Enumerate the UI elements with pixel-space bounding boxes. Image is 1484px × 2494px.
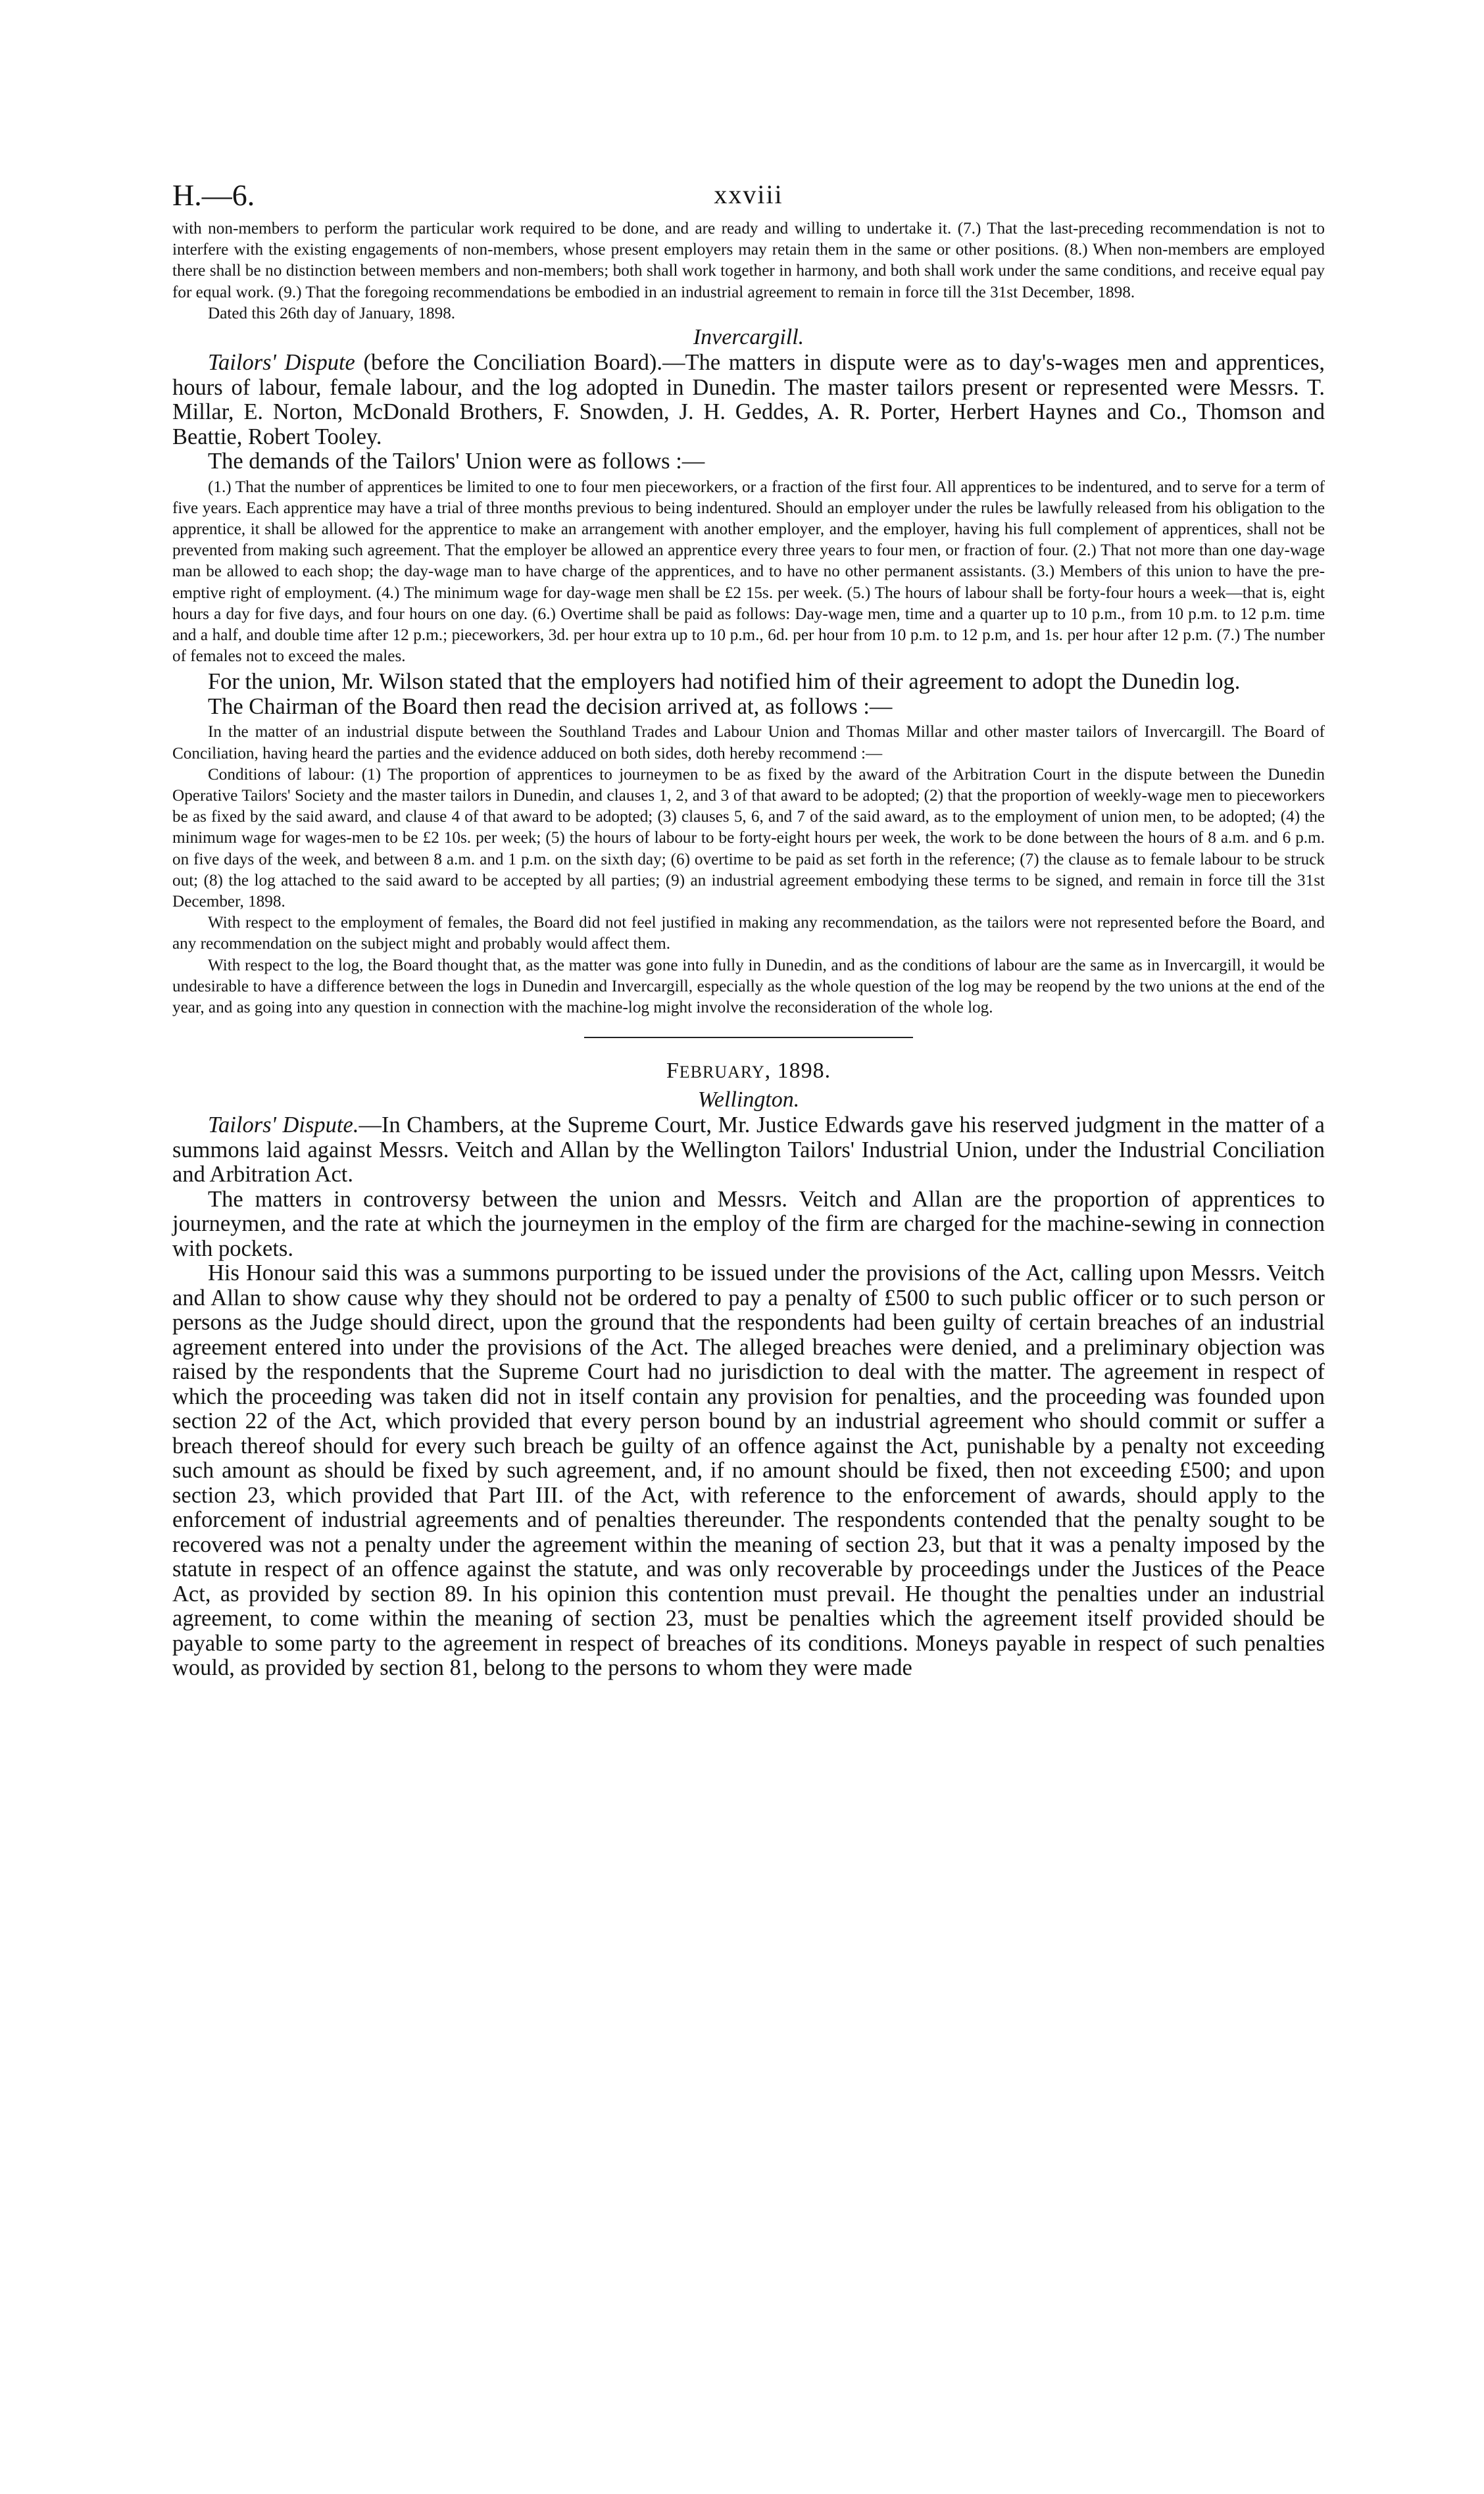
log-recommendation: With respect to the log, the Board thought that, as the matter was gone into fully in Dunedin, and as the conditions of labour are the same as in Invercargill, it would be undesirable to have a difference between the logs in Dunedin and Invercargill, especially as the whole question of the log may be reopend by the two unions at the end of the year, and as going into any question in connection with the machine-log might involve the reconsideration of the whole log. (172, 956, 1325, 1016)
demands-lead: The demands of the Tailors' Union were as follows :— (208, 449, 705, 474)
section-divider (584, 1037, 913, 1038)
wellington-intro (172, 1113, 1325, 1187)
invercargill-intro-text: (before the Conciliation Board).—The matters in dispute were as to day's-wages men and apprentices, hours of labour, female labour, and the log adopted in Dunedin. The master tailors present or represented were Messrs. T. Millar, E. Norton, McDonald Brothers, F. Snowden, J. H. Geddes, A. R. Porter, Herbert Haynes and Co., Thomson and Beattie, Robert Tooley. (172, 350, 1325, 449)
controversy-paragraph: The matters in controversy between the union and Messrs. Veitch and Allan are the proportion of apprentices to journeymen, and the rate at which the journeymen in the employ of the firm are charged for the machine-sewing in connection with pockets. (172, 1186, 1325, 1261)
month-heading (172, 1057, 1325, 1087)
union-statement: For the union, Mr. Wilson stated that the employers had notified him of their agreement to adopt the Dunedin log. (208, 669, 1241, 695)
month-rest: EBRUARY (679, 1062, 765, 1082)
females-recommendation: With respect to the employment of females, the Board did not feel justified in making any recommendation, as the tailors were not represented before the Board, and any recommendation on the subject might and probably would affect them. (172, 914, 1325, 953)
section-place-invercargill: Invercargill. (693, 325, 804, 350)
chairman-lead: The Chairman of the Board then read the decision arrived at, as follows :— (208, 693, 893, 719)
month-year: , 1898. (764, 1059, 831, 1084)
decision-intro: In the matter of an industrial dispute between the Southland Trades and Labour Union and Thomas Millar and other master tailors of Invercargill. The Board of Conciliation, having heard the parties and the evidence adduced on both sides, doth hereby recommend :— (172, 723, 1325, 762)
continuation-paragraph: with non-members to perform the particular work required to be done, and are ready and willing to undertake it. (7.) That the last-preceding recommendation is not to interfere with the existing engagements of non-members, whose present employers may retain them in the same or other positions. (8.) When non-members are employed there shall be no distinction between members and non-members; both shall work together in harmony, and both shall work under the same conditions, and receive equal pay for equal work. (9.) That the foregoing recommendations be embodied in an industrial agreement to remain in force till the 31st December, 1898. (172, 220, 1325, 301)
dated-line: Dated this 26th day of January, 1898. (208, 304, 456, 322)
wellington-intro-text: —In Chambers, at the Supreme Court, Mr. Justice Edwards gave his reserved judgment in the matter of a summons laid against Messrs. Veitch and Allan by the Wellington Tailors' Industrial Union, under the Industrial Conciliation and Arbitration Act. (172, 1112, 1325, 1187)
judgment-paragraph: His Honour said this was a summons purporting to be issued under the provisions of the Act, calling upon Messrs. Veitch and Allan to show cause why they should not be ordered to pay a penalty of £500 to such public officer or to such person or persons as the Judge should direct, upon the ground that the respondents had been guilty of certain breaches of an industrial agreement entered into under the provisions of the Act. The alleged breaches were denied, and a preliminary objection was raised by the respondents that the Supreme Court had no jurisdiction to deal with the matter. The agreement in respect of which the proceeding was taken did not in itself contain any provision for penalties, and the proceeding was founded upon section 22 of the Act, which provided that every person bound by an industrial agreement who should commit or suffer a breach thereof should for every such breach be guilty of an offence against the Act, punishable by a penalty not exceeding such amount as should be fixed by such agreement, and, if no amount should be fixed, then not exceeding £500; and upon section 23, which provided that Part III. of the Act, with reference to the enforcement of awards, should apply to the enforcement of industrial agreements and of penalties thereunder. The respondents contended that the penalty sought to be recovered was not a penalty under the agreement within the meaning of section 23, but that it was a penalty imposed by the statute in respect of an offence against the statute, and was only recoverable by proceedings under the Justices of the Peace Act, as provided by section 89. In his opinion this contention must prevail. He thought the penalties under an industrial agreement, to come within the meaning of section 23, must be penalties which the agreement itself provided should be payable to some party to the agreement in respect of breaches of its conditions. Moneys payable in respect of such penalties would, as provided by section 81, belong to the persons to whom they were made (172, 1260, 1325, 1681)
series-reference: H.—6. (172, 178, 255, 212)
invercargill-intro (172, 351, 1325, 449)
document-page (172, 172, 1325, 1681)
page-number: xxviii (714, 180, 783, 209)
conditions-of-labour: Conditions of labour: (1) The proportion of apprentices to journeymen to be as fixed by the award of the Arbitration Court in the dispute between the Dunedin Operative Tailors' Society and the master tailors in Dunedin, and clauses 1, 2, and 3 of that award to be adopted; (2) that the proportion of weekly-wage men to pieceworkers be as fixed by the said award, and clause 4 of that award to be adopted; (3) clauses 5, 6, and 7 of the said award, as to the employment of union men, to be adopted; (4) the minimum wage for wages-men to be £2 10s. per week; (5) the hours of labour to be forty-eight hours per week, the work to be done between the hours of 8 a.m. and 6 p.m. on five days of the week, and between 8 a.m. and 1 p.m. on the sixth day; (6) overtime to be paid as set forth in the reference; (7) the clause as to female labour to be struck out; (8) the log attached to the said award to be accepted by all parties; (9) an industrial agreement embodying these terms to be signed, and remain in force till the 31st December, 1898. (172, 765, 1325, 910)
section-place-wellington: Wellington. (697, 1087, 800, 1112)
month-initial: F (666, 1059, 680, 1084)
wellington-intro-title: Tailors' Dispute. (208, 1112, 359, 1138)
union-demands: (1.) That the number of apprentices be limited to one to four men pieceworkers, or a fraction of the first four. All apprentices to be indentured, and to serve for a term of five years. Each apprentice may have a trial of three months previous to being indentured. Should an employer under the rules be lawfully released from his obligation to the apprentice, it shall be allowed for the apprentice to make an arrangement with another employer, and the employer, having his full complement of apprentices, shall not be prevented from making such agreement. That the employer be allowed an apprentice every three years to four men, or fraction of four. (2.) That not more than one day-wage man be allowed to each shop; the day-wage man to have charge of the apprentices, and to have no other permanent assistants. (3.) Members of this union to have the pre-emptive right of employment. (4.) The minimum wage for day-wage men shall be £2 15s. per week. (5.) The hours of labour shall be forty-four hours a week—that is, eight hours a day for five days, and four hours on one day. (6.) Overtime shall be paid as follows: Day-wage men, time and a quarter up to 10 p.m., from 10 p.m. to 12 p.m. time and a half, and double time after 12 p.m.; pieceworkers, 3d. per hour extra up to 10 p.m., 6d. per hour from 10 p.m. to 12 p.m, and 1s. per hour after 12 p.m. (7.) The number of females not to exceed the males. (172, 478, 1325, 666)
invercargill-intro-title: Tailors' Dispute (208, 350, 355, 376)
page-header (172, 172, 1325, 218)
